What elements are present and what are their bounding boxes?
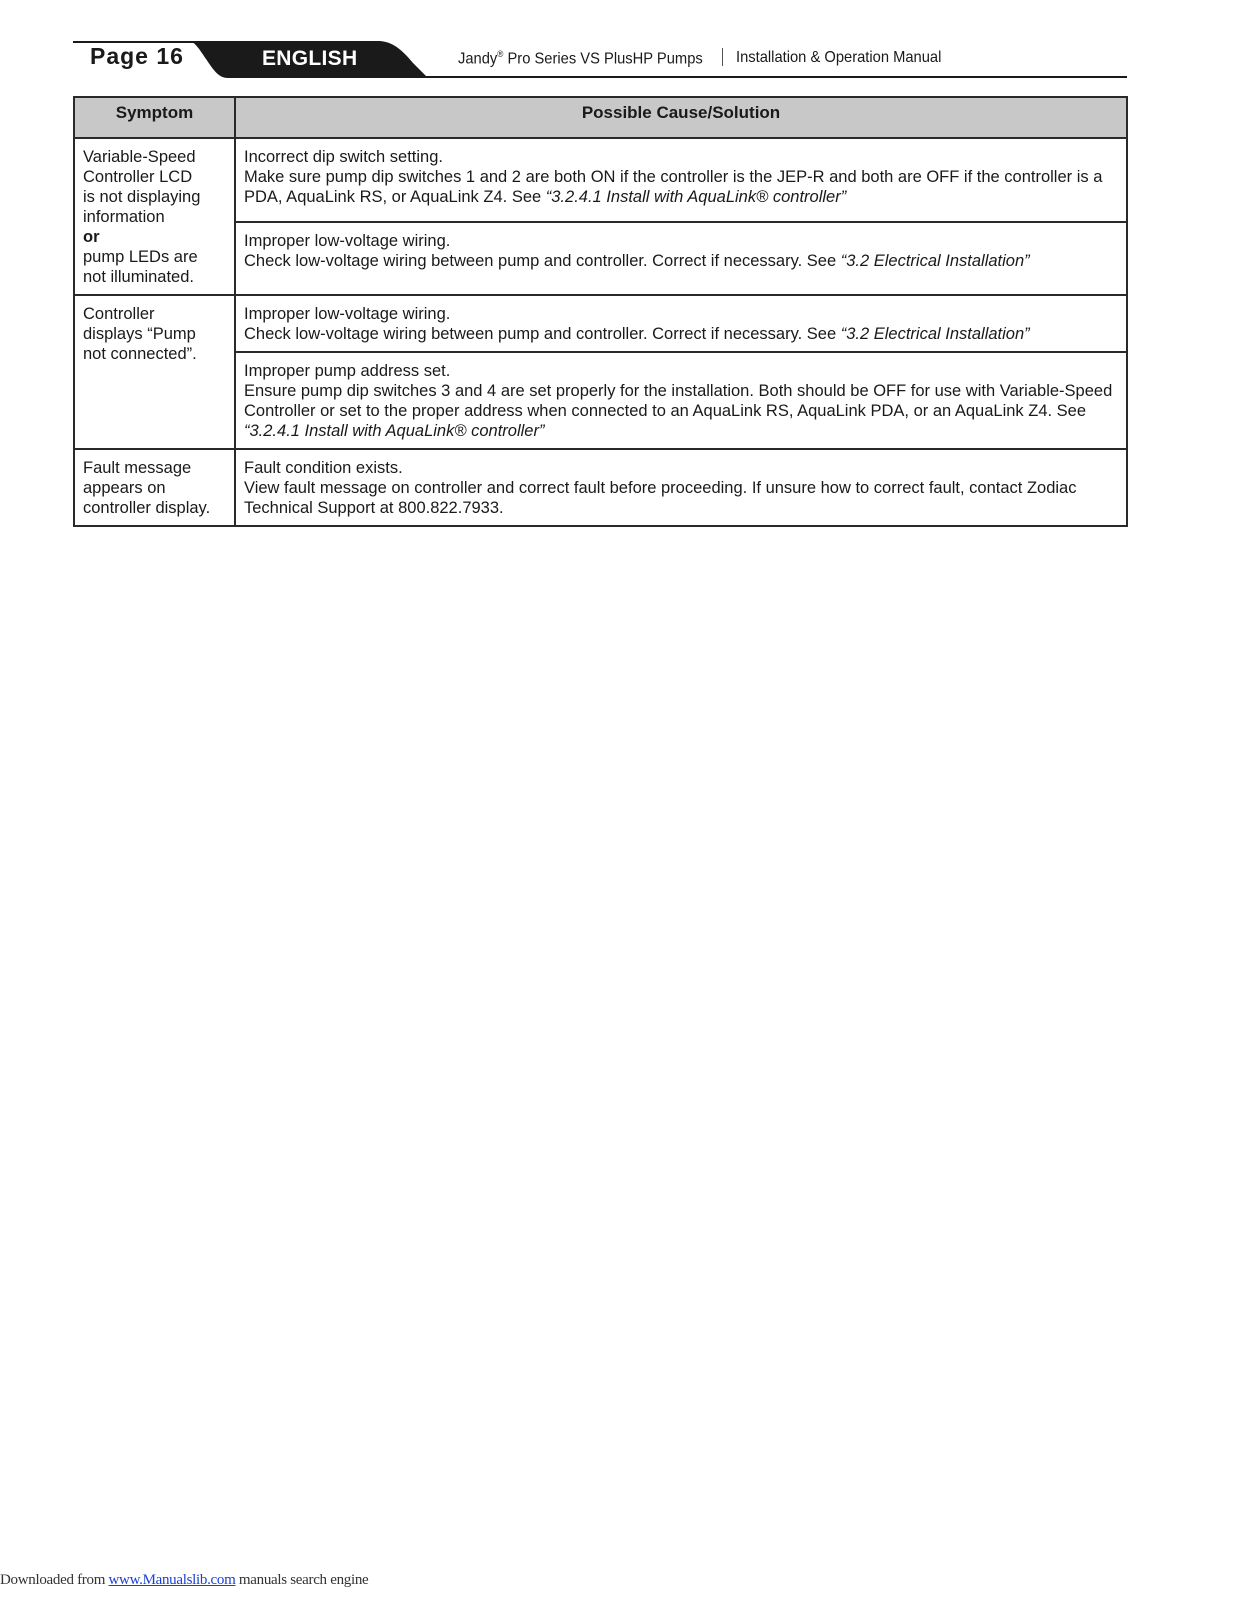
symptom-line: Controller bbox=[83, 305, 155, 323]
cause-solution-cell bbox=[235, 222, 1127, 295]
cause-solution-cell bbox=[235, 295, 1127, 352]
symptom-line: Fault message bbox=[83, 459, 192, 477]
cause-solution-cell bbox=[235, 138, 1127, 222]
cause-text: Improper low-voltage wiring. bbox=[244, 305, 451, 323]
troubleshooting-table-wrapper bbox=[73, 96, 1126, 527]
cause-solution-cell bbox=[235, 449, 1127, 526]
solution-text: View fault message on controller and correct fault before proceeding. If unsure how to correct fault, contact Zodiac Technical Support at 800.822.7933. bbox=[244, 479, 1077, 517]
symptom-line: controller display. bbox=[83, 499, 211, 517]
manual-reference: “3.2.4.1 Install with AquaLink® controller” bbox=[545, 188, 847, 206]
manual-reference: “3.2 Electrical Installation” bbox=[840, 251, 1030, 270]
page-header bbox=[0, 0, 1237, 90]
symptom-line: information bbox=[83, 208, 165, 226]
symptom-line: is not displaying bbox=[83, 188, 201, 206]
solution-text: Ensure pump dip switches 3 and 4 are set properly for the installation. Both should be OFF for use with Variable-Speed Controller or set to the proper address when connected to an AquaLink RS, AquaLink PDA, or an AquaLink Z4. See “3.2.4.1 Install with AquaLink® controller” bbox=[244, 382, 1113, 440]
cause-solution-cell bbox=[235, 352, 1127, 449]
symptom-line: not illuminated. bbox=[83, 268, 194, 286]
symptom-line: displays “Pump bbox=[83, 325, 196, 343]
troubleshooting-table bbox=[73, 96, 1128, 527]
header-separator bbox=[722, 48, 723, 66]
product-title: Jandy® Pro Series VS PlusHP Pumps bbox=[458, 49, 703, 68]
table-row bbox=[74, 138, 1127, 222]
symptom-connector: or bbox=[83, 228, 100, 246]
symptom-cell bbox=[74, 295, 235, 449]
manual-reference: “3.2 Electrical Installation” bbox=[840, 325, 1030, 343]
symptom-line: appears on bbox=[83, 479, 166, 497]
symptom-line: Variable-Speed bbox=[83, 148, 196, 166]
table-row bbox=[74, 295, 1127, 352]
cause-text: Improper low-voltage wiring. bbox=[244, 231, 451, 250]
table-row bbox=[74, 449, 1127, 526]
symptom-line: Controller LCD bbox=[83, 168, 193, 186]
download-footer bbox=[0, 1572, 368, 1589]
footer-prefix: Downloaded from bbox=[0, 1572, 109, 1588]
cause-text: Fault condition exists. bbox=[244, 459, 403, 477]
symptom-cell bbox=[74, 138, 235, 295]
table-header-row bbox=[74, 97, 1127, 138]
manual-title: Installation & Operation Manual bbox=[736, 49, 942, 66]
solution-text: Check low-voltage wiring between pump and controller. Correct if necessary. See “3.2 Electrical Installation” bbox=[244, 251, 1030, 270]
header-bottom-rule bbox=[410, 76, 1127, 78]
language-tab-label: ENGLISH bbox=[262, 47, 358, 70]
manualslib-link[interactable]: www.Manualslib.com bbox=[108, 1572, 236, 1588]
symptom-cell bbox=[74, 449, 235, 526]
cause-text: Incorrect dip switch setting. bbox=[244, 148, 443, 166]
footer-suffix: manuals search engine bbox=[235, 1572, 369, 1588]
manual-reference: “3.2.4.1 Install with AquaLink® controller” bbox=[244, 422, 545, 440]
solution-text: Make sure pump dip switches 1 and 2 are both ON if the controller is the JEP-R and both are OFF if the controller is a PDA, AquaLink RS, or AquaLink Z4. See “3.2.4.1 Install with AquaLink® controller” bbox=[244, 168, 1103, 206]
column-header-symptom: Symptom bbox=[74, 97, 235, 138]
symptom-line: not connected”. bbox=[83, 345, 197, 363]
cause-text: Improper pump address set. bbox=[244, 362, 451, 380]
symptom-line: pump LEDs are bbox=[83, 248, 198, 266]
solution-text: Check low-voltage wiring between pump and controller. Correct if necessary. See “3.2 Electrical Installation” bbox=[244, 325, 1030, 343]
column-header-cause-solution: Possible Cause/Solution bbox=[235, 97, 1127, 138]
page-number: Page 16 bbox=[90, 43, 184, 69]
